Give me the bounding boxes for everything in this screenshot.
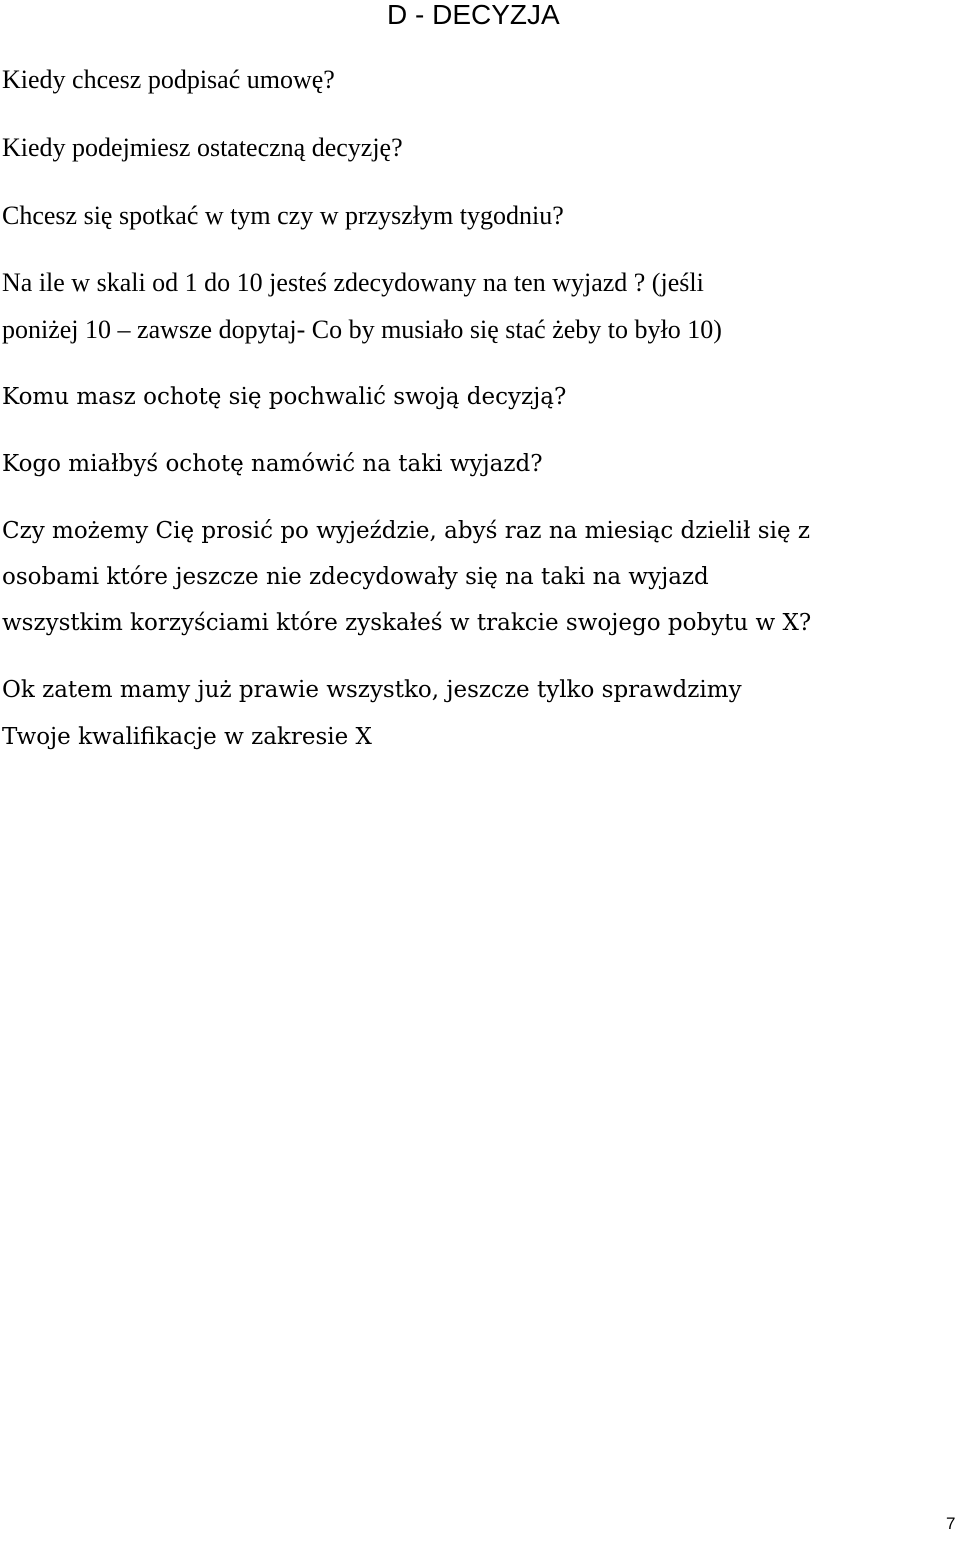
question-boast-decision: Komu masz ochotę się pochwalić swoją decyzją? — [2, 384, 567, 410]
closing-line-1: Ok zatem mamy już prawie wszystko, jeszcze tylko sprawdzimy — [2, 677, 742, 703]
question-meeting-week: Chcesz się spotkać w tym czy w przyszłym tygodniu? — [2, 201, 564, 230]
question-persuade-others: Kogo miałbyś ochotę namówić na taki wyjazd? — [2, 451, 543, 477]
question-scale-line-2: poniżej 10 – zawsze dopytaj- Co by musiało się stać żeby to było 10) — [2, 315, 722, 344]
page-number: 7 — [946, 1514, 956, 1533]
question-share-benefits-line-3: wszystkim korzyściami które zyskałeś w trakcie swojego pobytu w X? — [2, 610, 812, 636]
question-final-decision: Kiedy podejmiesz ostateczną decyzję? — [2, 133, 403, 162]
section-title: D - DECYZJA — [387, 0, 560, 30]
question-scale-line-1: Na ile w skali od 1 do 10 jesteś zdecydowany na ten wyjazd ? (jeśli — [2, 268, 704, 297]
question-share-benefits-line-2: osobami które jeszcze nie zdecydowały się na taki na wyjazd — [2, 564, 709, 590]
question-sign-contract: Kiedy chcesz podpisać umowę? — [2, 65, 335, 94]
closing-line-2: Twoje kwalifikacje w zakresie X — [2, 724, 372, 750]
question-share-benefits-line-1: Czy możemy Cię prosić po wyjeździe, abyś raz na miesiąc dzielił się z — [2, 518, 811, 544]
